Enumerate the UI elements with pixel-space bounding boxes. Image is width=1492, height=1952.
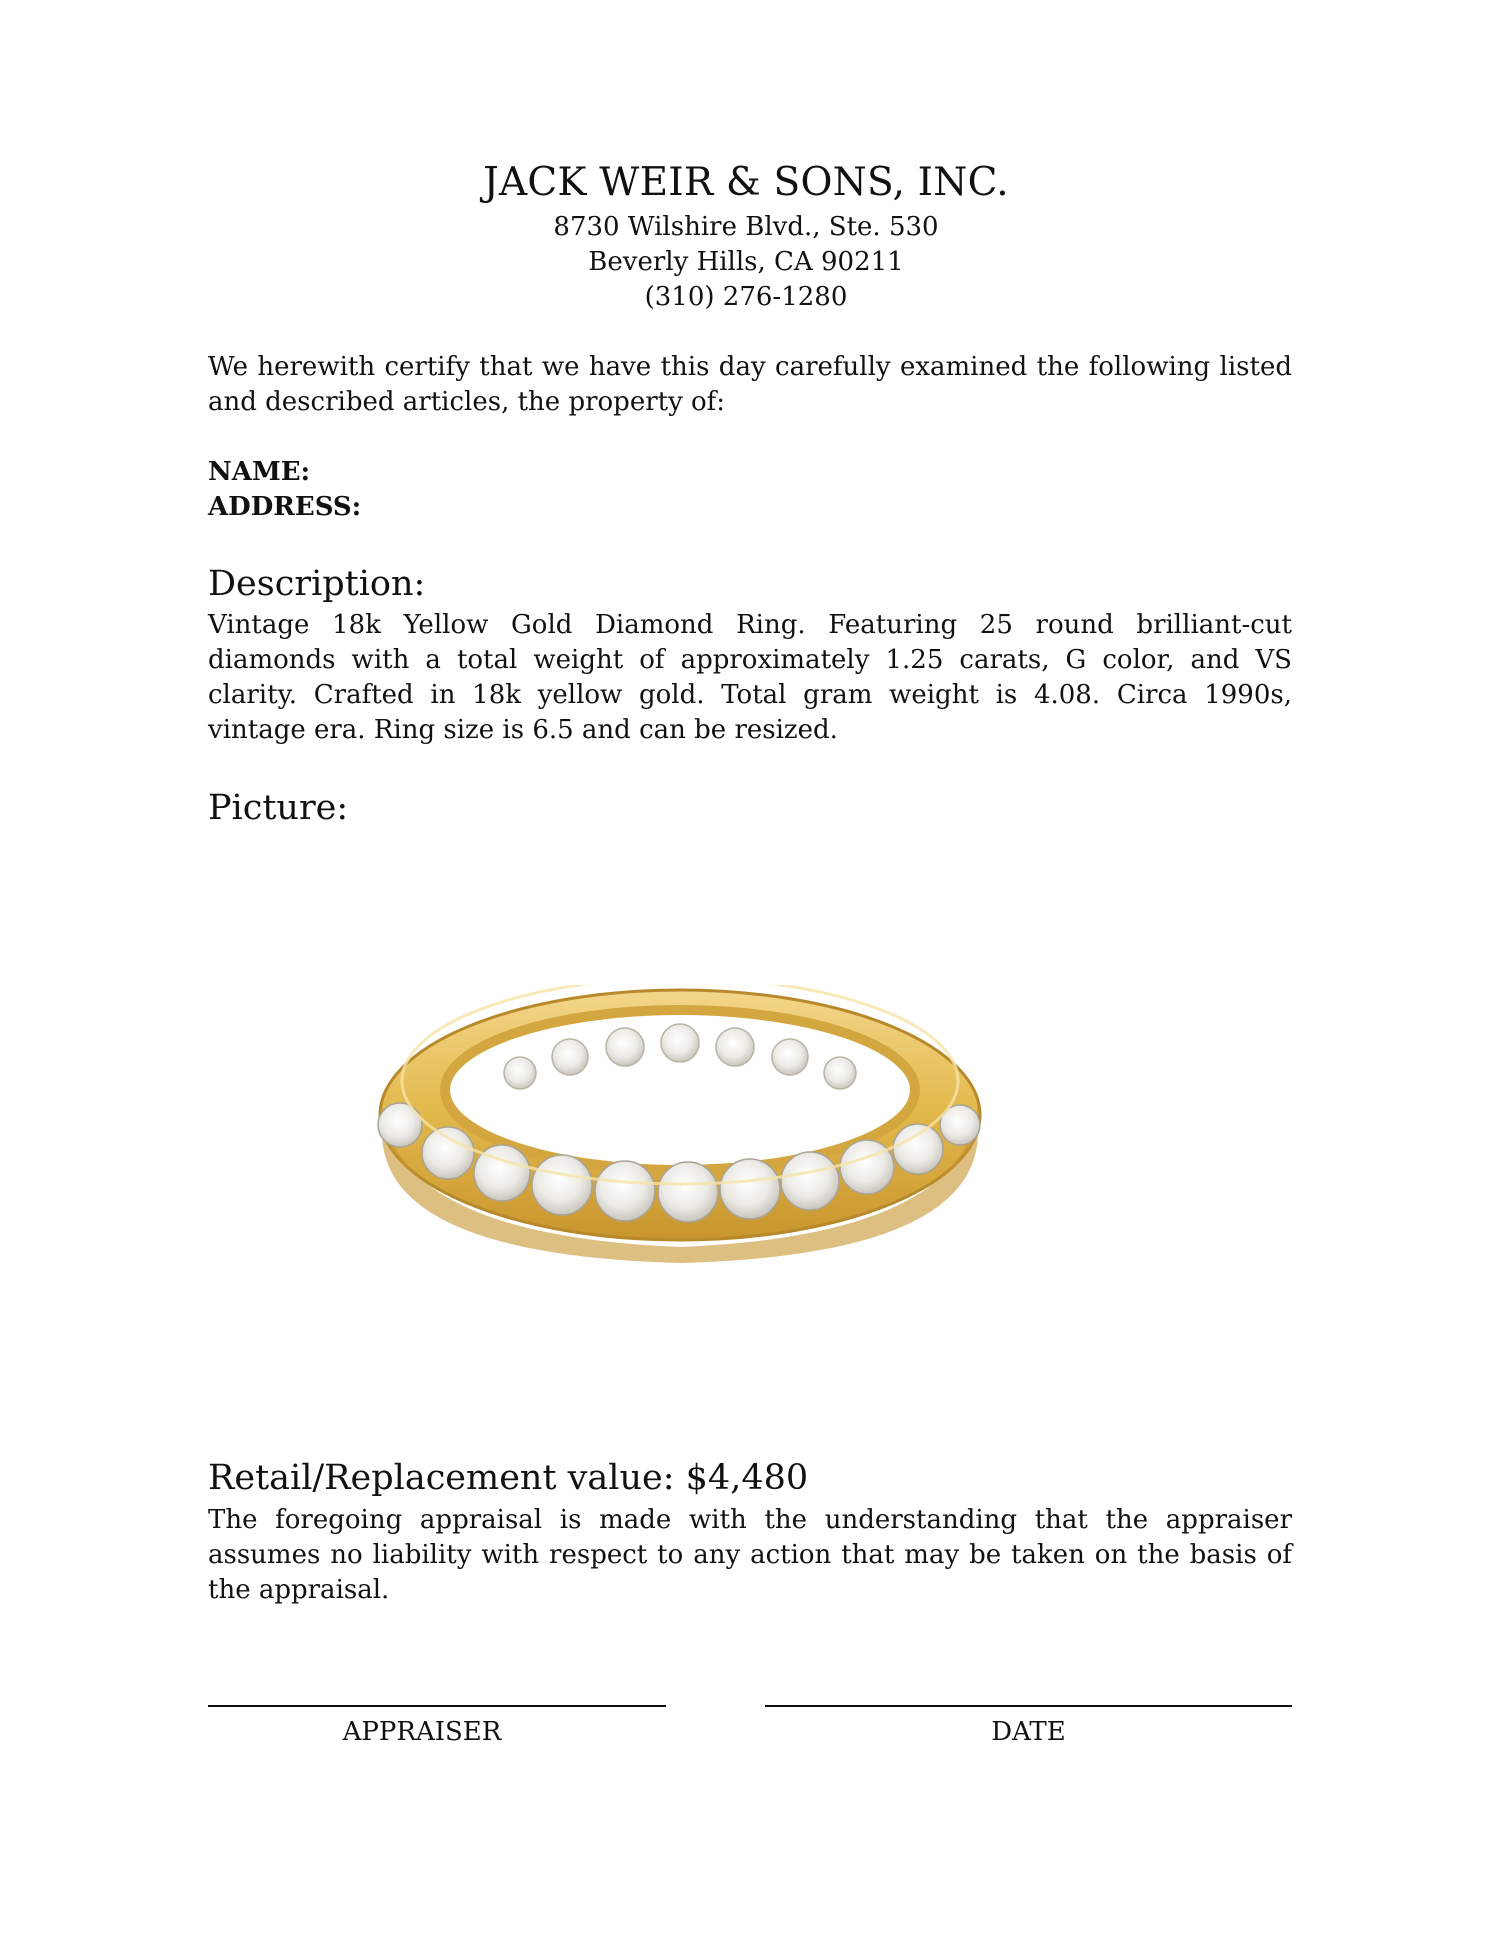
appraiser-label: APPRAISER — [342, 1717, 502, 1747]
date-signature-line — [765, 1705, 1292, 1707]
company-address-line2: Beverly Hills, CA 90211 — [588, 247, 904, 277]
description-heading: Description: — [208, 564, 426, 604]
company-address-line1: 8730 Wilshire Blvd., Ste. 530 — [553, 212, 939, 242]
address-label: ADDRESS: — [208, 492, 362, 522]
date-label: DATE — [991, 1717, 1066, 1747]
picture-heading: Picture: — [208, 788, 349, 828]
value-heading: Retail/Replacement value: $4,480 — [208, 1458, 809, 1498]
company-name: JACK WEIR & SONS, INC. — [483, 160, 1009, 205]
name-label: NAME: — [208, 457, 311, 487]
certification-intro: We herewith certify that we have this day carefully examined the following listed and described articles, the property of: — [208, 352, 1292, 417]
company-phone: (310) 276-1280 — [644, 282, 848, 312]
appraiser-signature-line — [208, 1705, 666, 1707]
owner-fields — [208, 455, 361, 525]
ring-photo-icon — [370, 985, 990, 1265]
description-text: Vintage 18k Yellow Gold Diamond Ring. Featuring 25 round brilliant-cut diamonds with a total weight of approximately 1.25 carats, G color, and VS clarity. Crafted in 18k yellow gold. Total gram weight is 4.08. Circa 1990s, vintage era. Ring size is 6.5 and can be resized. — [208, 610, 1292, 745]
letterhead — [0, 156, 1492, 315]
liability-disclaimer: The foregoing appraisal is made with the understanding that the appraiser assumes no liability with respect to any action that may be taken on the basis of the appraisal. — [208, 1505, 1292, 1605]
